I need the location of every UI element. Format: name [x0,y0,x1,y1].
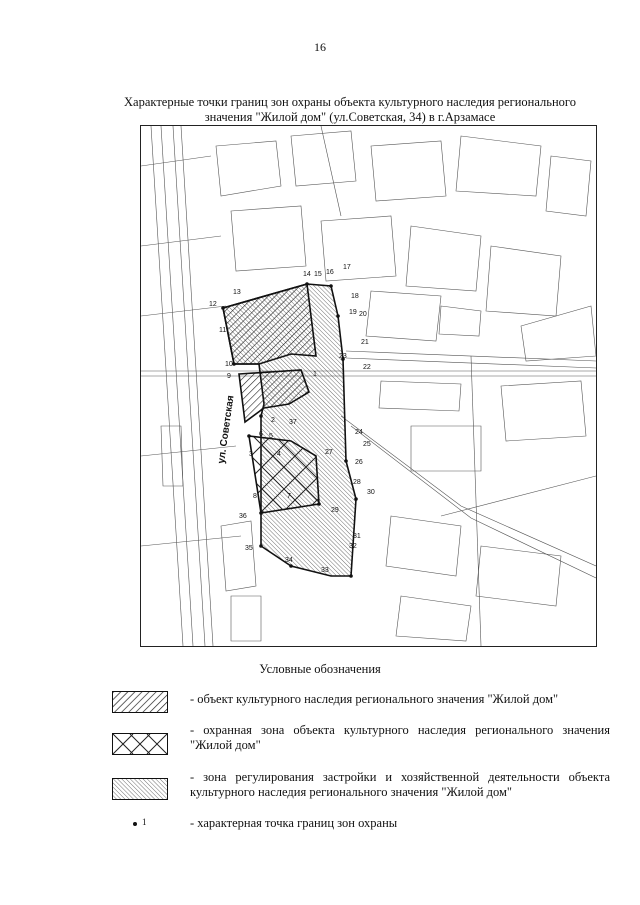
point-label-4: 4 [277,451,281,458]
point-label-34: 34 [285,557,293,564]
point-label-6: 6 [259,431,263,438]
point-label-8: 8 [253,493,257,500]
point-label-11: 11 [219,327,227,334]
point-label-36: 36 [239,513,247,520]
point-label-37: 37 [289,419,297,426]
point-label-32: 32 [349,543,357,550]
point-label-19: 19 [349,309,357,316]
title-line-2: значения "Жилой дом" (ул.Советская, 34) в г.Арзамасе [204,110,496,124]
point-label-24: 24 [355,429,363,436]
page-number: 16 [314,40,326,54]
point-label-17: 17 [343,264,351,271]
map-canvas [141,126,596,646]
street-label: ул. Советская [216,394,237,465]
point-label-31: 31 [353,533,361,540]
legend-text-heritage-object: - объект культурного наследия регионального значения "Жилой дом" [190,692,559,706]
point-label-28: 28 [353,479,361,486]
background-linework [141,126,596,646]
legend-text-regulation-zone: - зона регулирования застройки и хозяйственной деятельности объекта культурного наследия регионального значения "Жилой дом" [190,770,610,799]
point-label-23: 23 [339,353,347,360]
point-label-12: 12 [209,301,217,308]
point-label-29: 29 [331,507,339,514]
point-label-10: 10 [225,361,233,368]
point-label-26: 26 [355,459,363,466]
point-label-13: 13 [233,289,241,296]
map-title [100,95,600,125]
point-label-35: 35 [245,545,253,552]
dense-hatch-swatch [112,778,168,800]
title-line-1: Характерные точки границ зон охраны объекта культурного наследия регионального [124,95,576,109]
point-label-33: 33 [321,567,329,574]
diagonal-hatch-swatch [112,691,168,713]
point-label-16: 16 [326,269,334,276]
point-label-25: 25 [363,441,371,448]
cadastral-map[interactable] [140,125,597,647]
point-label-7: 7 [287,493,291,500]
point-label-14: 14 [303,271,311,278]
point-label-9: 9 [227,373,231,380]
point-label-1: 1 [313,371,317,378]
legend-title: Условные обозначения [259,662,381,676]
point-label-22: 22 [363,364,371,371]
legend-text-boundary-point: - характерная точка границ зон охраны [190,816,398,830]
point-label-3: 3 [249,451,253,458]
point-label-20: 20 [359,311,367,318]
point-label-2: 2 [271,417,275,424]
point-label-15: 15 [314,271,322,278]
boundary-point-marker-icon [133,822,137,826]
point-label-5: 5 [269,433,273,440]
point-label-27: 27 [325,449,333,456]
legend-text-protection-zone: - охранная зона объекта культурного наследия регионального значения "Жилой дом" [190,723,610,752]
point-label-21: 21 [361,339,369,346]
point-label-18: 18 [351,293,359,300]
cross-hatch-swatch [112,733,168,755]
point-label-30: 30 [367,489,375,496]
boundary-point-sample-label: 1 [142,817,147,827]
